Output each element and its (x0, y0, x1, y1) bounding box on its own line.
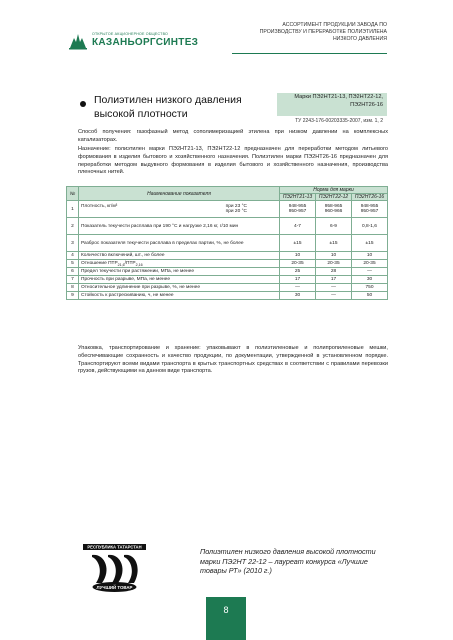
row-name (79, 260, 280, 268)
badge-top-text: РЕСПУБЛИКА ТАТАРСТАН (87, 544, 142, 550)
company-legal-form: ОТКРЫТОЕ АКЦИОНЕРНОЕ ОБЩЕСТВО (92, 32, 169, 36)
value-cell: 10 (352, 252, 388, 260)
column-number-header: № (67, 187, 79, 201)
row-name: Разброс показателя текучести расплава в пределах партии, %, не более (79, 235, 280, 252)
assortment-line: ПРОИЗВОДСТВУ И ПЕРЕРАБОТКЕ ПОЛИЭТИЛЕНА (259, 29, 387, 35)
value-cell: 0,8-1,6 (352, 218, 388, 235)
packaging-text: Упаковка, транспортирование и хранение: упаковывают в полиэтиленовые и полипропиленовые мешки, обеспечивающие сохранность и качество продукции, по документации, утвержденной в установленном порядке. Транспортируют всеми видами транспорта в крытых транспортных средствах в соответствии с правилами перевозки грузов, действующими на данном виде транспорта. (78, 345, 388, 375)
product-title (94, 93, 274, 121)
row-name-text: Плотность, кг/м³ (81, 204, 118, 209)
value-cell: ±15 (316, 235, 352, 252)
purpose-text: Назначение: полиэтилен марки ПЭ2НТ21-13, ПЭ2НТ22-12 предназначен для переработки методом литьевого формования в изделия бытового и хозяйственного назначения. Полиэтилен марки ПЭ2НТ26-16 предназначен для переработки методом выдувного формования в изделия бытового и хозяйственного назначения, производства пленочных нитей. (78, 146, 388, 176)
value-cell: 50 (352, 292, 388, 300)
grades-box (277, 93, 387, 116)
row-name (79, 201, 280, 218)
row-name-subscript: 21,6 (117, 262, 125, 267)
value-cell: — (280, 284, 316, 292)
row-name-text: Отношение ПТР (81, 260, 118, 266)
value-cell: 20-35 (316, 260, 352, 268)
row-number: 7 (67, 276, 79, 284)
value: 960-966 (324, 209, 343, 214)
value-cell: — (316, 284, 352, 292)
row-name: Предел текучести при растяжении, МПа, не менее (79, 268, 280, 276)
table-row (67, 252, 388, 260)
value-cell: 4-7 (280, 218, 316, 235)
page-header (0, 0, 453, 52)
row-number: 4 (67, 252, 79, 260)
row-name: Прочность при разрыве, МПа, не менее (79, 276, 280, 284)
table-row (67, 201, 388, 218)
value-cell (280, 201, 316, 218)
column-name-header: Наименование показателя (79, 187, 280, 201)
award-caption: Полиэтилен низкого давления высокой плотности марки ПЭ2НТ 22-12 – лауреат конкурса «Лучшие товары РТ» (2010 г.) (200, 547, 376, 575)
value-cell: 750 (352, 284, 388, 292)
value: 958-965 (324, 204, 343, 209)
row-number: 9 (67, 292, 79, 300)
value-cell: ±15 (280, 235, 316, 252)
grade-header: ПЭ2НТ21-13 (280, 194, 316, 201)
value: 948-955 (360, 204, 379, 209)
grade-header: ПЭ2НТ22-12 (316, 194, 352, 201)
row-name-subscript: 2,16 (135, 262, 143, 267)
grades-line: ПЭ2НТ26-16 (350, 101, 383, 108)
value-cell: 28 (316, 268, 352, 276)
grade-header: ПЭ2НТ26-16 (352, 194, 388, 201)
product-title-line: высокой плотности (94, 108, 188, 120)
value-cell: 17 (280, 276, 316, 284)
value-cell: 20-35 (280, 260, 316, 268)
value-cell (352, 201, 388, 218)
header-divider (232, 53, 387, 54)
title-bullet (80, 101, 86, 107)
value-cell: 30 (352, 276, 388, 284)
refinery-logo-icon (68, 32, 88, 50)
table-header-row (67, 187, 388, 194)
company-name: КАЗАНЬОРГСИНТЕЗ (92, 37, 199, 48)
value-cell: 10 (316, 252, 352, 260)
row-condition: при 23 °С (225, 204, 247, 209)
value: 950-957 (288, 209, 307, 214)
company-logo (68, 30, 218, 52)
row-number: 1 (67, 201, 79, 218)
value-cell (316, 201, 352, 218)
table-row (67, 276, 388, 284)
table-row (67, 260, 388, 268)
value-cell: — (316, 292, 352, 300)
product-title-line: Полиэтилен низкого давления (94, 94, 242, 106)
row-name: Количество включений, шт., не более (79, 252, 280, 260)
grades-line: Марки ПЭ2НТ21-13, ПЭ2НТ22-12, (294, 94, 383, 100)
value: 950-957 (360, 209, 379, 214)
value-cell: 30 (280, 292, 316, 300)
row-number: 3 (67, 235, 79, 252)
row-name: Относительное удлинение при разрыве, %, не менее (79, 284, 280, 292)
assortment-line: НИЗКОГО ДАВЛЕНИЯ (332, 36, 387, 42)
table-row (67, 235, 388, 252)
value-cell: 10 (280, 252, 316, 260)
norm-header: Норма для марки (280, 187, 388, 194)
row-number: 2 (67, 218, 79, 235)
row-name: Стойкость к растрескиванию, ч, не менее (79, 292, 280, 300)
assortment-line: АССОРТИМЕНТ ПРОДУКЦИИ ЗАВОДА ПО (282, 22, 387, 28)
value-cell: 25 (280, 268, 316, 276)
best-product-award-badge (82, 543, 147, 593)
value: 948-955 (288, 204, 307, 209)
page-number-tab (206, 597, 246, 640)
table-row (67, 284, 388, 292)
page-number: 8 (223, 605, 229, 615)
value-cell: 17 (316, 276, 352, 284)
technical-spec-ref: ТУ 2243-176-00203335-2007, изм. 1, 2 (295, 118, 383, 124)
value-cell: 20-35 (352, 260, 388, 268)
value-cell: ±15 (352, 235, 388, 252)
value-cell: 6-9 (316, 218, 352, 235)
badge-bottom-text: ЛУЧШИЙ ТОВАР (96, 585, 133, 590)
assortment-heading (227, 22, 387, 43)
production-method-text: Способ получения: газофазный метод сополимеризацией этилена при низком давлении на комплексных катализаторах. (78, 129, 388, 143)
table-row (67, 268, 388, 276)
row-number: 5 (67, 260, 79, 268)
row-number: 8 (67, 284, 79, 292)
row-condition: при 20 °С (225, 209, 247, 214)
row-name: Показатель текучести расплава при 190 °С и нагрузке 2,16 кг, г/10 мин (79, 218, 280, 235)
row-name-text: /ПТР (124, 260, 136, 266)
table-row (67, 292, 388, 300)
value-cell: — (352, 268, 388, 276)
specification-table (66, 186, 388, 300)
row-number: 6 (67, 268, 79, 276)
table-row (67, 218, 388, 235)
